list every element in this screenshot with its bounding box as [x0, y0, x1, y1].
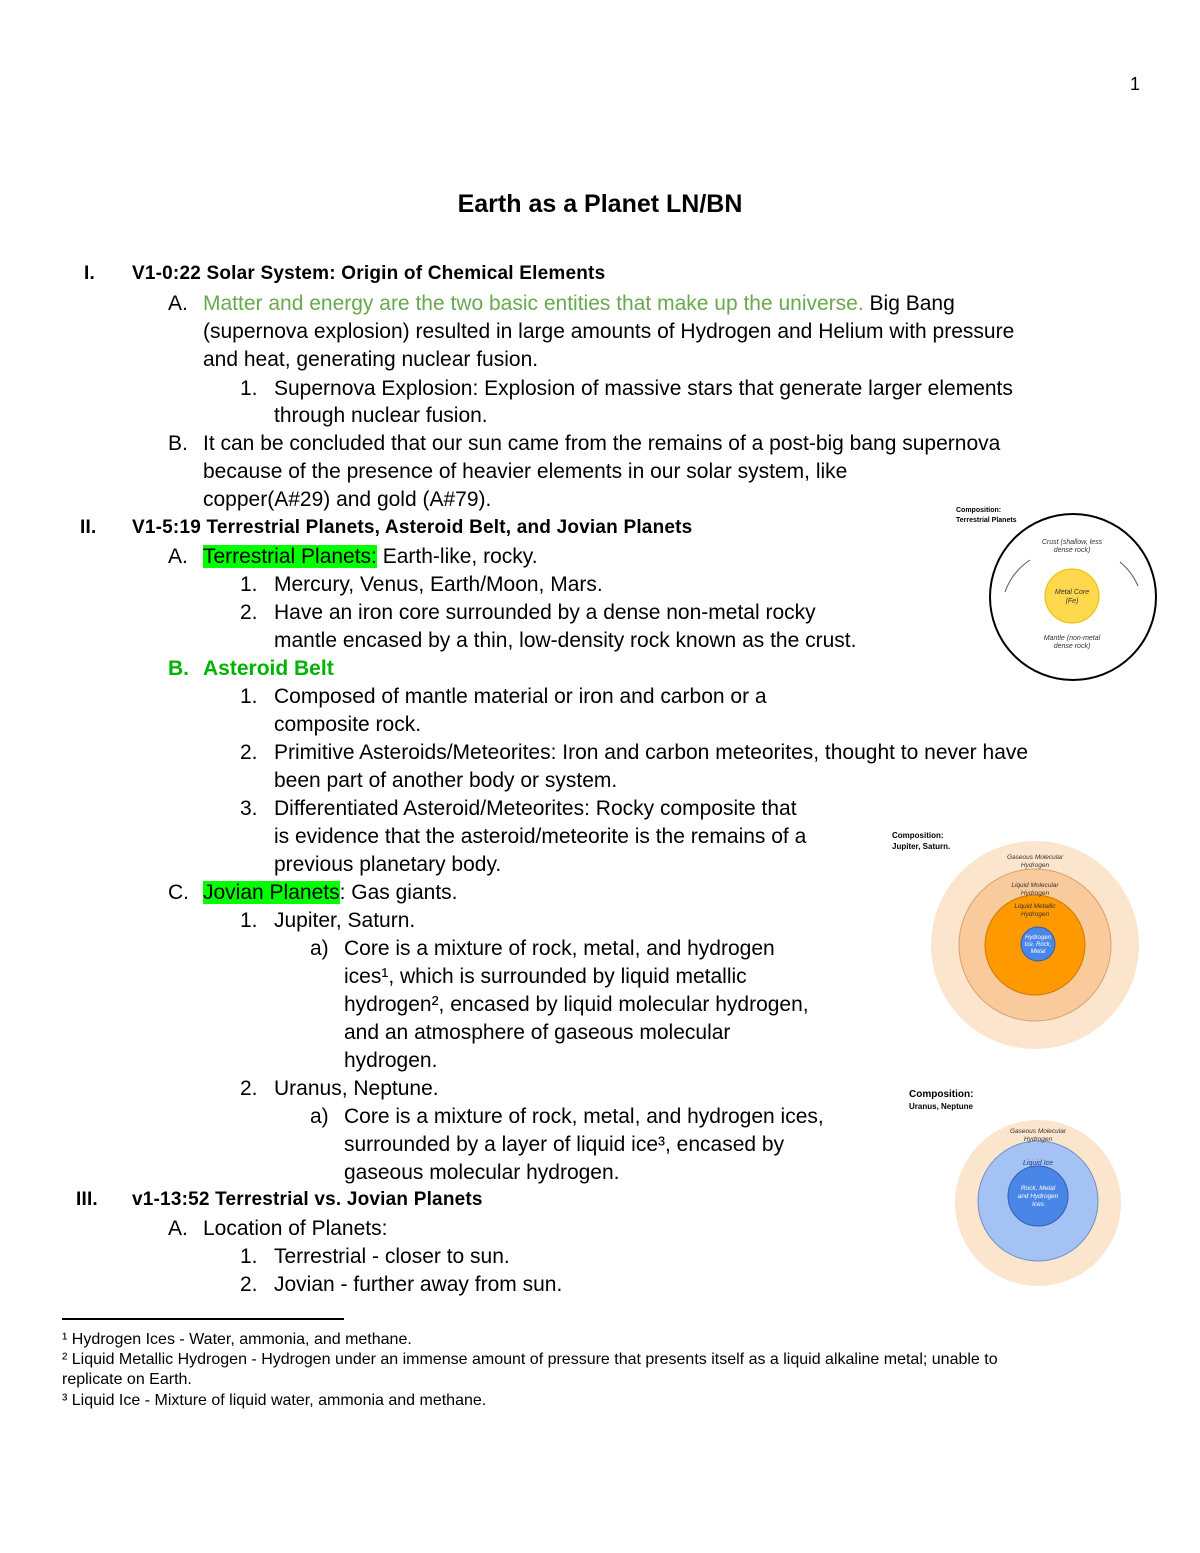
- list-item: [203, 543, 538, 571]
- list-item-text: (supernova explosion) resulted in large amounts of Hydrogen and Helium with pressure: [203, 320, 1015, 343]
- list-item-text: Differentiated Asteroid/Meteorites: Rocky composite that: [274, 797, 797, 820]
- list-item-text: copper(A#29) and gold (A#79).: [203, 488, 492, 511]
- layer-label: Metal: [1030, 949, 1046, 955]
- list-marker: A.: [168, 1217, 188, 1240]
- section-heading: v1-13:52 Terrestrial vs. Jovian Planets: [132, 1189, 483, 1210]
- list-marker: 1.: [240, 573, 258, 596]
- ice-giant-composition-diagram: [905, 1083, 1155, 1293]
- section-marker: II.: [80, 517, 97, 538]
- jovian-composition-diagram: [888, 826, 1148, 1051]
- layer-label: Gaseous Molecular: [1007, 854, 1063, 861]
- figure-caption: Uranus, Neptune: [909, 1102, 974, 1111]
- list-item-heading: Asteroid Belt: [203, 657, 334, 680]
- figure-caption: Composition:: [892, 831, 944, 840]
- list-marker: 3.: [240, 797, 258, 820]
- text-span: Big Bang: [863, 292, 955, 315]
- section-heading: V1-5:19 Terrestrial Planets, Asteroid Belt, and Jovian Planets: [132, 517, 693, 538]
- list-item-text: is evidence that the asteroid/meteorite is the remains of a: [274, 825, 807, 848]
- list-item-text: Jovian - further away from sun.: [274, 1273, 563, 1296]
- list-item-text: through nuclear fusion.: [274, 404, 488, 427]
- layer-label: Hydrogen: [1020, 890, 1050, 897]
- section-marker: I.: [84, 263, 95, 284]
- list-marker: 2.: [240, 1077, 258, 1100]
- list-item-text: and heat, generating nuclear fusion.: [203, 348, 539, 371]
- layer-label: Rock, Metal: [1020, 1185, 1056, 1192]
- layer-label: Hydrogen: [1023, 1136, 1053, 1143]
- list-item-text: Composed of mantle material or iron and carbon or a: [274, 685, 767, 708]
- list-marker: 2.: [240, 1273, 258, 1296]
- highlighted-term: Terrestrial Planets:: [203, 545, 377, 568]
- list-marker: a): [310, 937, 329, 960]
- list-item-text: Location of Planets:: [203, 1217, 388, 1240]
- list-item-text: Supernova Explosion: Explosion of massive stars that generate larger elements: [274, 377, 1013, 400]
- list-item-text: Terrestrial - closer to sun.: [274, 1245, 510, 1268]
- list-item-text: and an atmosphere of gaseous molecular: [344, 1021, 731, 1044]
- layer-label: (Fe): [1065, 598, 1079, 605]
- footnote: ³ Liquid Ice - Mixture of liquid water, ammonia and methane.: [62, 1392, 487, 1409]
- list-item-text: composite rock.: [274, 713, 422, 736]
- section-heading: V1-0:22 Solar System: Origin of Chemical Elements: [132, 263, 606, 284]
- layer-label: Hydrogen: [1020, 911, 1050, 918]
- layer-label: Crust (shallow, less: [1041, 539, 1103, 546]
- list-marker: 1.: [240, 685, 258, 708]
- list-item-text: Have an iron core surrounded by a dense non-metal rocky: [274, 601, 816, 624]
- list-marker: 1.: [240, 1245, 258, 1268]
- figure-caption: Composition:: [956, 507, 1002, 514]
- green-text: Matter and energy are the two basic entities that make up the universe.: [203, 292, 864, 315]
- list-marker: C.: [168, 881, 189, 904]
- list-item-text: previous planetary body.: [274, 853, 502, 876]
- list-item-text: been part of another body or system.: [274, 769, 618, 792]
- list-item-text: Primitive Asteroids/Meteorites: Iron and carbon meteorites, thought to never have: [274, 741, 1029, 764]
- list-item-text: gaseous molecular hydrogen.: [344, 1161, 620, 1184]
- list-marker: a): [310, 1105, 329, 1128]
- layer-label: dense rock): [1053, 547, 1091, 554]
- footnote: ¹ Hydrogen Ices - Water, ammonia, and methane.: [62, 1331, 412, 1348]
- terrestrial-composition-diagram: [950, 500, 1165, 685]
- list-marker: A.: [168, 545, 188, 568]
- figure-caption: Terrestrial Planets: [956, 517, 1017, 524]
- figure-caption: Composition:: [909, 1089, 974, 1100]
- layer-label: Liquid Ice: [1023, 1160, 1053, 1167]
- list-item-text: Core is a mixture of rock, metal, and hydrogen ices,: [344, 1105, 824, 1128]
- footnote: replicate on Earth.: [62, 1371, 192, 1388]
- list-marker: 2.: [240, 741, 258, 764]
- list-marker: B.: [168, 432, 188, 455]
- text-span: : Gas giants.: [339, 881, 458, 904]
- metal-core: [1045, 569, 1099, 623]
- list-item-text: because of the presence of heavier elements in our solar system, like: [203, 460, 848, 483]
- layer-label: Ice, Rock,: [1024, 942, 1052, 948]
- layer-label: Mantle (non-metal: [1043, 635, 1101, 642]
- list-item: [203, 879, 457, 907]
- layer-label: Liquid Metallic: [1014, 903, 1056, 910]
- list-marker: A.: [168, 292, 188, 315]
- section-marker: III.: [76, 1189, 98, 1210]
- layer-label: Hydrogen: [1020, 862, 1050, 869]
- list-item-text: mantle encased by a thin, low-density rock known as the crust.: [274, 629, 857, 652]
- footnote-divider: [62, 1318, 344, 1320]
- list-item-text: hydrogen², encased by liquid molecular hydrogen,: [344, 993, 809, 1016]
- layer-label: dense rock): [1053, 643, 1091, 650]
- layer-label: Gaseous Molecular: [1010, 1128, 1066, 1135]
- page-title: Earth as a Planet LN/BN: [457, 190, 743, 218]
- highlighted-term: Jovian Planets: [203, 881, 340, 904]
- list-item-text: hydrogen.: [344, 1049, 438, 1072]
- layer-label: Ices: [1032, 1201, 1044, 1208]
- figure-caption: Jupiter, Saturn.: [892, 842, 951, 851]
- list-marker: B.: [168, 657, 189, 680]
- list-item-text: ices¹, which is surrounded by liquid metallic: [344, 965, 747, 988]
- layer-label: Metal Core: [1054, 589, 1090, 596]
- page-number: 1: [1130, 74, 1141, 94]
- list-item-text: Uranus, Neptune.: [274, 1077, 439, 1100]
- list-item-text: surrounded by a layer of liquid ice³, encased by: [344, 1133, 785, 1156]
- list-marker: 1.: [240, 909, 258, 932]
- layer-label: and Hydrogen: [1017, 1193, 1059, 1200]
- list-marker: 1.: [240, 377, 258, 400]
- layer-label: Hydrogen: [1024, 935, 1052, 941]
- list-marker: 2.: [240, 601, 258, 624]
- list-item-text: Core is a mixture of rock, metal, and hydrogen: [344, 937, 775, 960]
- text-span: Earth-like, rocky.: [376, 545, 538, 568]
- list-item-text: Mercury, Venus, Earth/Moon, Mars.: [274, 573, 603, 596]
- list-item: [203, 290, 955, 318]
- footnote: ² Liquid Metallic Hydrogen - Hydrogen under an immense amount of pressure that presents itself as a liquid alkaline metal; unable to: [62, 1351, 998, 1368]
- list-item-text: It can be concluded that our sun came from the remains of a post-big bang supernova: [203, 432, 1001, 455]
- list-item-text: Jupiter, Saturn.: [274, 909, 416, 932]
- layer-label: Liquid Molecular: [1011, 882, 1059, 889]
